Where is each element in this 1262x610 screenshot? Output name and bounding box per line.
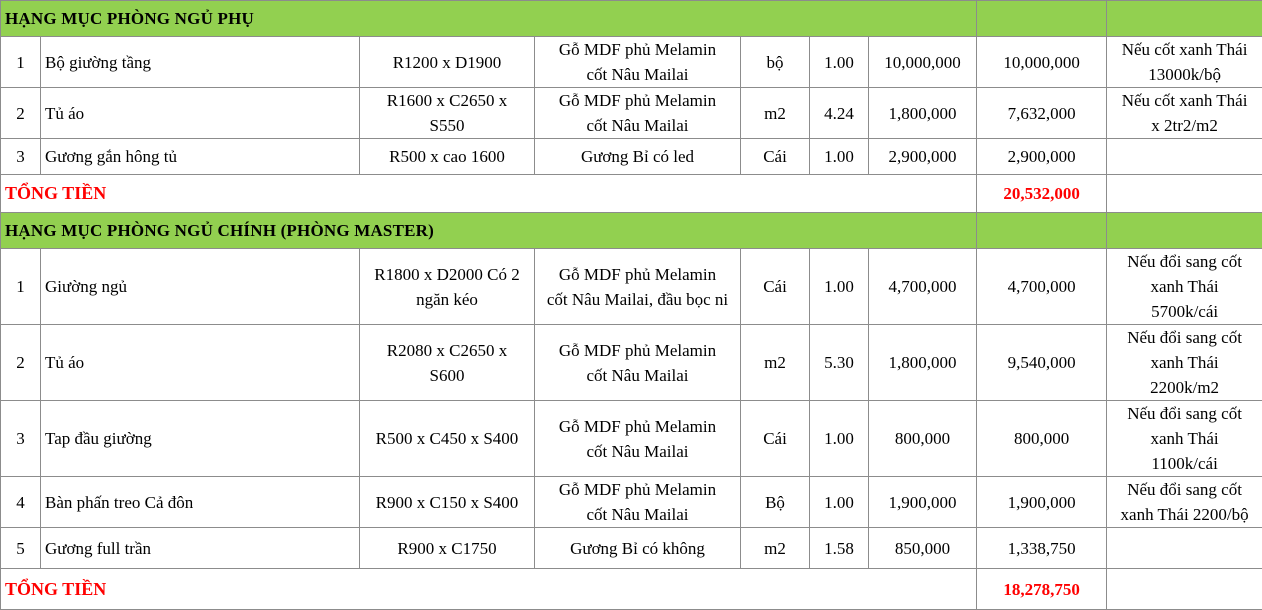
item-size-line: R500 x cao 1600 — [389, 147, 505, 166]
item-quantity: 1.00 — [810, 249, 869, 325]
item-total: 4,700,000 — [977, 249, 1107, 325]
item-quantity: 5.30 — [810, 325, 869, 401]
item-number: 5 — [1, 528, 41, 569]
item-note — [1107, 37, 1262, 88]
section-total-label: TỔNG TIỀN — [1, 175, 977, 213]
item-number: 2 — [1, 88, 41, 139]
item-number: 2 — [1, 325, 41, 401]
item-total: 9,540,000 — [977, 325, 1107, 401]
item-note — [1107, 528, 1262, 569]
item-name: Tủ áo — [41, 325, 360, 401]
section-total-row — [1, 569, 1262, 610]
item-note-line: 13000k/bộ — [1148, 65, 1221, 84]
item-material-line: cốt Nâu Mailai — [587, 65, 689, 84]
item-note-line: xanh Thái — [1151, 429, 1219, 448]
item-material — [535, 401, 741, 477]
item-size-line: R1200 x D1900 — [393, 53, 502, 72]
item-unit: Cái — [741, 139, 810, 175]
item-unit-price: 1,800,000 — [869, 88, 977, 139]
item-note-line: x 2tr2/m2 — [1151, 116, 1218, 135]
item-note-line: 5700k/cái — [1151, 302, 1218, 321]
item-number: 1 — [1, 37, 41, 88]
section-title: HẠNG MỤC PHÒNG NGỦ PHỤ — [1, 1, 977, 37]
item-material-line: cốt Nâu Mailai — [587, 442, 689, 461]
section-total-row — [1, 175, 1262, 213]
item-note — [1107, 139, 1262, 175]
item-unit: bộ — [741, 37, 810, 88]
item-material — [535, 528, 741, 569]
item-number: 1 — [1, 249, 41, 325]
item-material-line: Gương Bỉ có không — [570, 539, 705, 558]
section-header-total-cell — [977, 213, 1107, 249]
item-material-line: Gỗ MDF phủ Melamin — [559, 91, 716, 110]
item-size-line: R900 x C1750 — [397, 539, 496, 558]
section-total-value: 18,278,750 — [977, 569, 1107, 610]
section-total-note-cell — [1107, 175, 1262, 213]
table-row — [1, 528, 1262, 569]
item-quantity: 1.00 — [810, 37, 869, 88]
item-quantity: 1.58 — [810, 528, 869, 569]
item-material — [535, 477, 741, 528]
item-material-line: Gỗ MDF phủ Melamin — [559, 40, 716, 59]
item-size-line: R1600 x C2650 x — [387, 91, 507, 110]
item-quantity: 1.00 — [810, 139, 869, 175]
item-size — [360, 88, 535, 139]
table-row — [1, 139, 1262, 175]
section-header-note-cell — [1107, 213, 1262, 249]
item-unit: Cái — [741, 249, 810, 325]
item-size-line: R2080 x C2650 x — [387, 341, 507, 360]
table-row — [1, 88, 1262, 139]
item-unit: m2 — [741, 88, 810, 139]
item-total: 2,900,000 — [977, 139, 1107, 175]
item-total: 1,900,000 — [977, 477, 1107, 528]
item-note-line: xanh Thái — [1151, 353, 1219, 372]
quotation-body — [1, 1, 1262, 610]
item-note-line: Nếu đổi sang cốt — [1127, 404, 1242, 423]
item-number: 4 — [1, 477, 41, 528]
item-material-line: Gỗ MDF phủ Melamin — [559, 480, 716, 499]
section-total-value: 20,532,000 — [977, 175, 1107, 213]
item-name: Gương full trần — [41, 528, 360, 569]
item-total: 7,632,000 — [977, 88, 1107, 139]
item-material — [535, 139, 741, 175]
item-unit-price: 850,000 — [869, 528, 977, 569]
item-material — [535, 88, 741, 139]
item-size — [360, 401, 535, 477]
table-row — [1, 401, 1262, 477]
item-material — [535, 249, 741, 325]
item-size-line: S550 — [430, 116, 465, 135]
item-unit: m2 — [741, 325, 810, 401]
item-material — [535, 325, 741, 401]
item-note-line: 1100k/cái — [1151, 454, 1217, 473]
item-quantity: 1.00 — [810, 477, 869, 528]
item-unit-price: 2,900,000 — [869, 139, 977, 175]
section-header-row — [1, 1, 1262, 37]
item-note — [1107, 325, 1262, 401]
item-note — [1107, 88, 1262, 139]
item-unit-price: 1,800,000 — [869, 325, 977, 401]
item-unit: Bộ — [741, 477, 810, 528]
table-row — [1, 325, 1262, 401]
item-size-line: R900 x C150 x S400 — [376, 493, 519, 512]
item-unit: Cái — [741, 401, 810, 477]
table-row — [1, 37, 1262, 88]
item-size — [360, 477, 535, 528]
item-name: Bộ giường tầng — [41, 37, 360, 88]
item-name: Bàn phấn treo Cả đôn — [41, 477, 360, 528]
item-quantity: 1.00 — [810, 401, 869, 477]
item-size-line: ngăn kéo — [416, 290, 478, 309]
item-note-line: xanh Thái 2200/bộ — [1121, 505, 1249, 524]
item-material-line: Gỗ MDF phủ Melamin — [559, 265, 716, 284]
item-size-line: S600 — [430, 366, 465, 385]
item-number: 3 — [1, 401, 41, 477]
item-material-line: cốt Nâu Mailai, đầu bọc ni — [547, 290, 728, 309]
item-note-line: Nếu đổi sang cốt — [1127, 480, 1242, 499]
item-material-line: cốt Nâu Mailai — [587, 116, 689, 135]
section-total-label: TỔNG TIỀN — [1, 569, 977, 610]
item-size — [360, 139, 535, 175]
item-size — [360, 249, 535, 325]
section-header-row — [1, 213, 1262, 249]
item-size — [360, 528, 535, 569]
item-note-line: xanh Thái — [1151, 277, 1219, 296]
item-quantity: 4.24 — [810, 88, 869, 139]
item-number: 3 — [1, 139, 41, 175]
item-note-line: Nếu cốt xanh Thái — [1122, 91, 1248, 110]
item-size-line: R1800 x D2000 Có 2 — [374, 265, 519, 284]
item-note — [1107, 401, 1262, 477]
table-row — [1, 249, 1262, 325]
item-size — [360, 325, 535, 401]
item-note — [1107, 477, 1262, 528]
item-material-line: Gương Bỉ có led — [581, 147, 694, 166]
item-note — [1107, 249, 1262, 325]
section-total-note-cell — [1107, 569, 1262, 610]
item-unit-price: 10,000,000 — [869, 37, 977, 88]
item-name: Tap đầu giường — [41, 401, 360, 477]
item-size-line: R500 x C450 x S400 — [376, 429, 519, 448]
item-material-line: Gỗ MDF phủ Melamin — [559, 341, 716, 360]
item-material-line: Gỗ MDF phủ Melamin — [559, 417, 716, 436]
table-row — [1, 477, 1262, 528]
item-note-line: Nếu đổi sang cốt — [1127, 328, 1242, 347]
item-material-line: cốt Nâu Mailai — [587, 366, 689, 385]
section-header-total-cell — [977, 1, 1107, 37]
item-unit-price: 1,900,000 — [869, 477, 977, 528]
item-material-line: cốt Nâu Mailai — [587, 505, 689, 524]
item-name: Tủ áo — [41, 88, 360, 139]
item-total: 1,338,750 — [977, 528, 1107, 569]
item-name: Giường ngủ — [41, 249, 360, 325]
item-total: 800,000 — [977, 401, 1107, 477]
section-title: HẠNG MỤC PHÒNG NGỦ CHÍNH (PHÒNG MASTER) — [1, 213, 977, 249]
item-note-line: Nếu cốt xanh Thái — [1122, 40, 1248, 59]
item-unit-price: 4,700,000 — [869, 249, 977, 325]
item-size — [360, 37, 535, 88]
item-material — [535, 37, 741, 88]
item-note-line: 2200k/m2 — [1150, 378, 1219, 397]
section-header-note-cell — [1107, 1, 1262, 37]
item-unit-price: 800,000 — [869, 401, 977, 477]
item-unit: m2 — [741, 528, 810, 569]
item-name: Gương gắn hông tủ — [41, 139, 360, 175]
item-note-line: Nếu đổi sang cốt — [1127, 252, 1242, 271]
item-total: 10,000,000 — [977, 37, 1107, 88]
